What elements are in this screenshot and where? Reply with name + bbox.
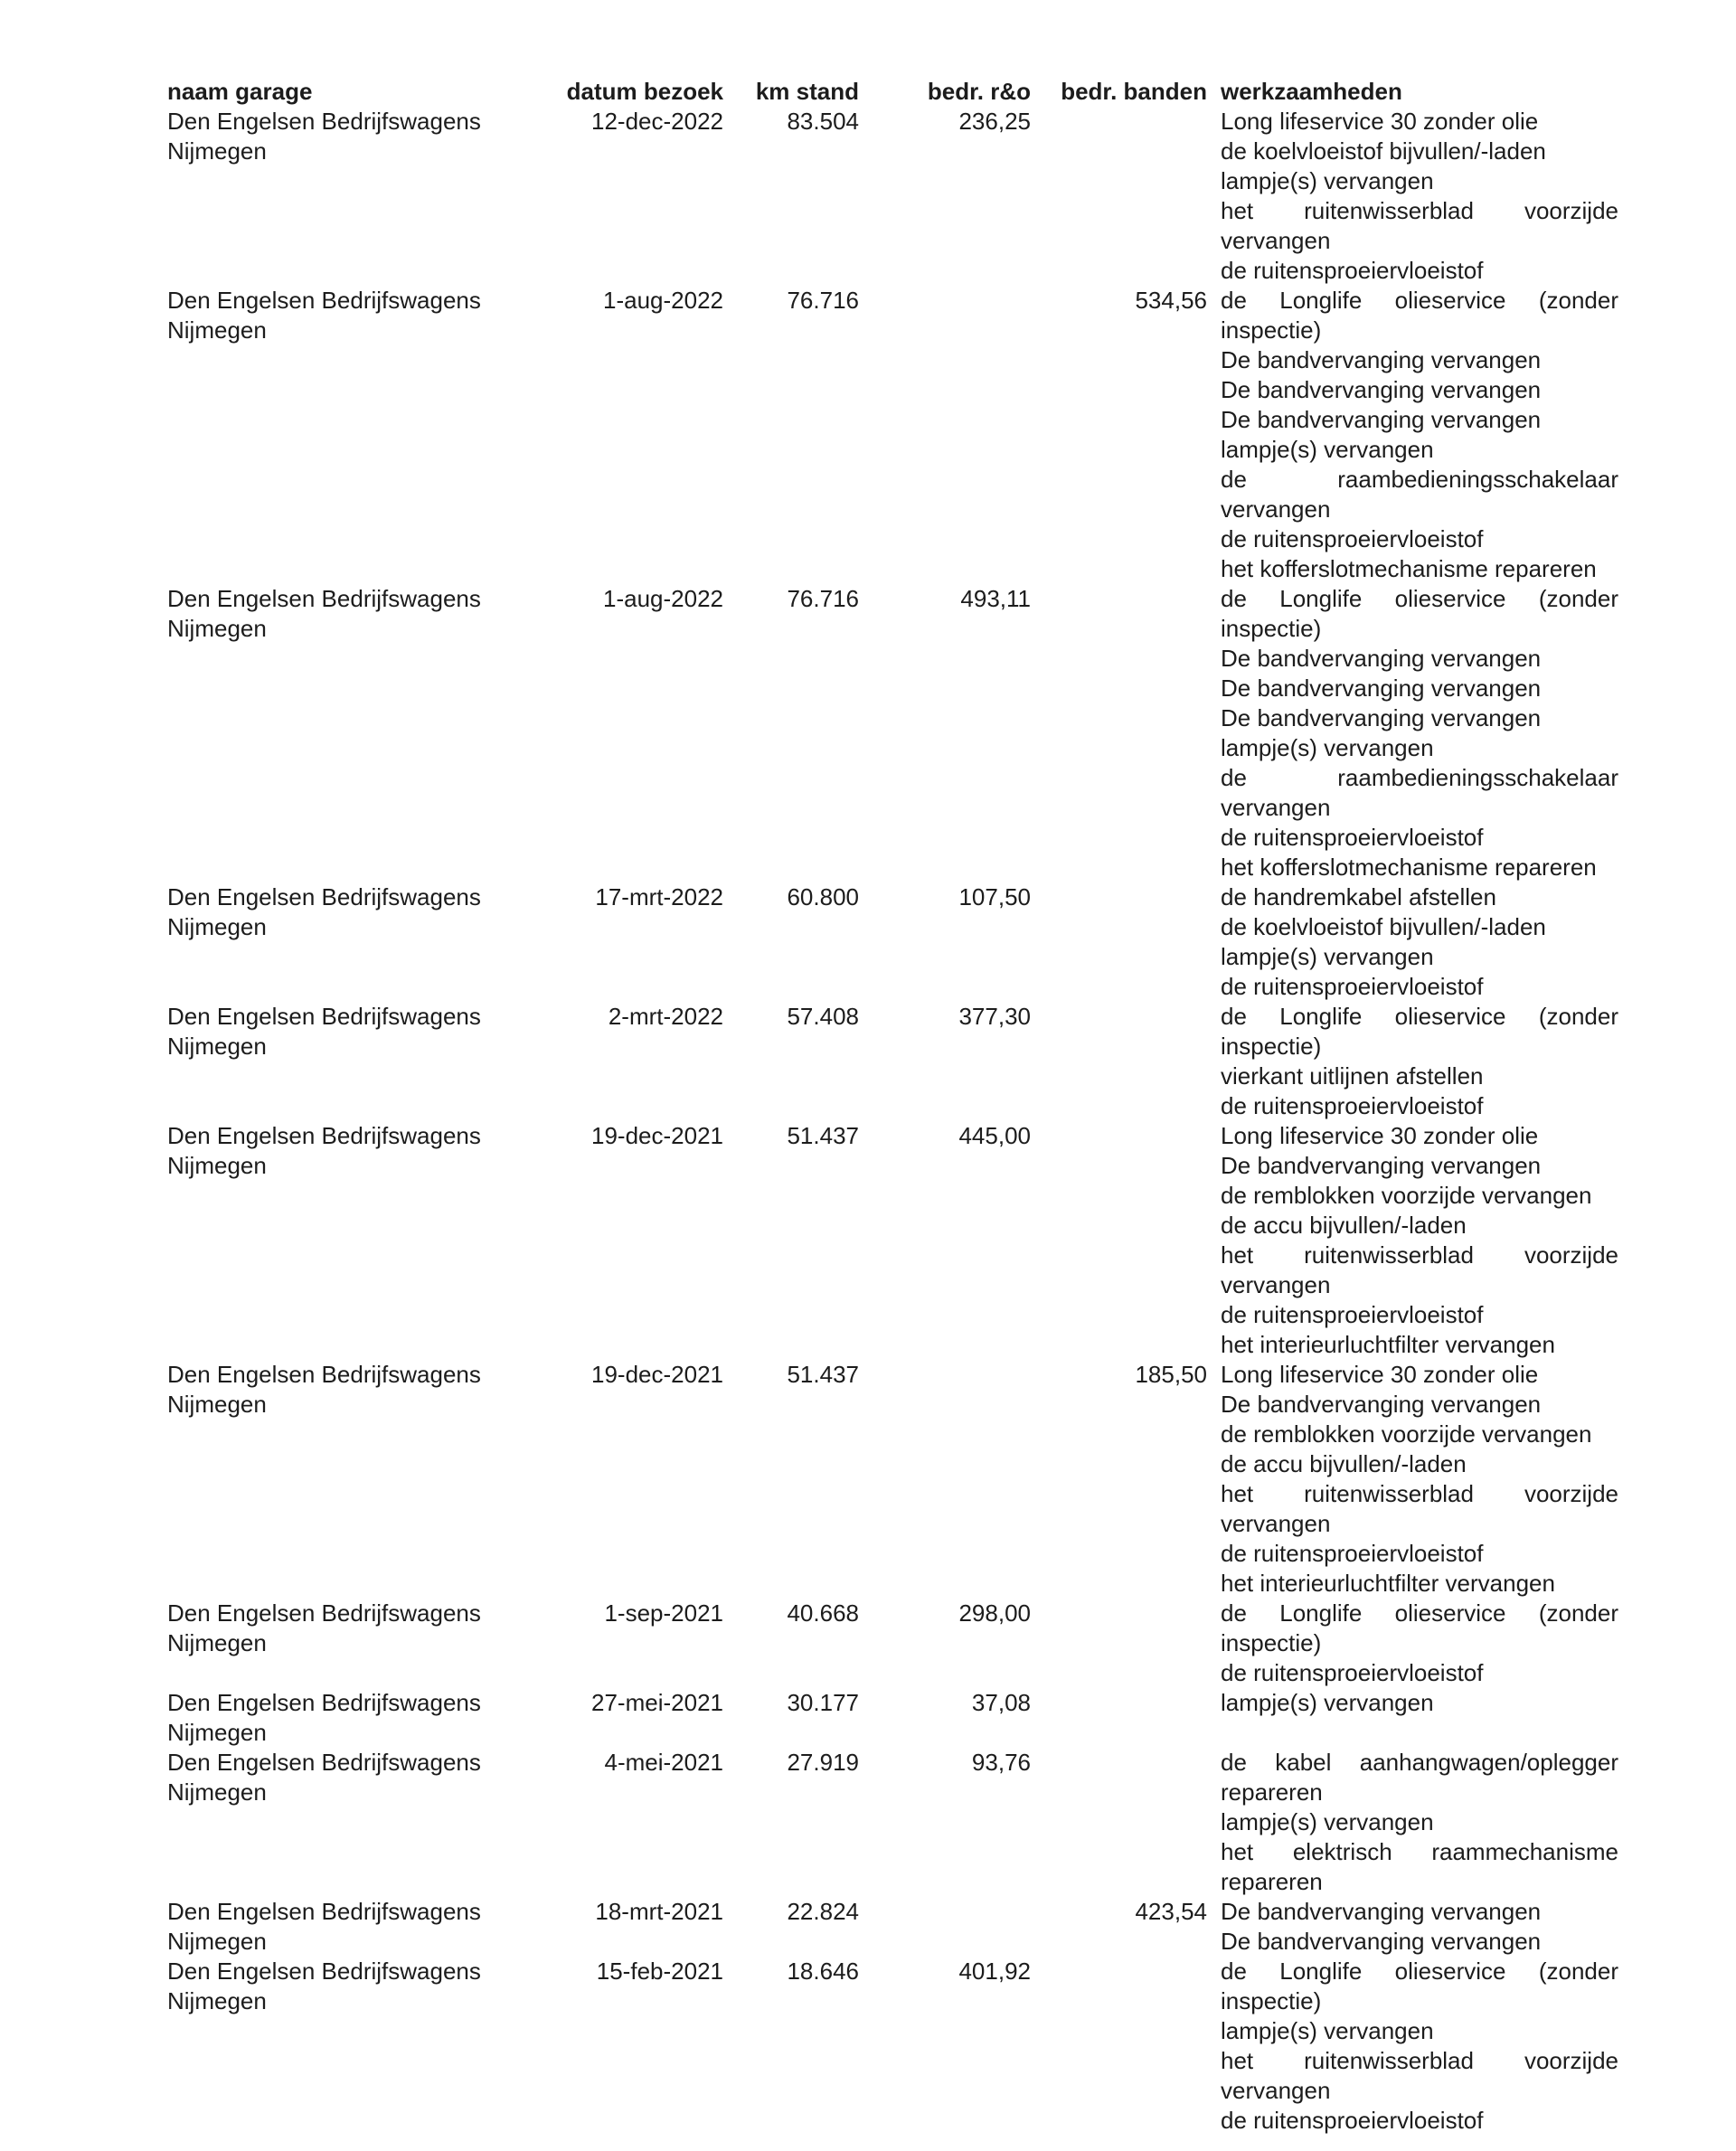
amount-repair-maintenance (859, 1897, 1031, 1898)
table-row (167, 1360, 1623, 1599)
km-reading: 57.408 (787, 1003, 859, 1030)
work-item: lampje(s) vervangen (1221, 436, 1434, 463)
work-item: de remblokken voorzijde vervangen (1221, 1420, 1592, 1448)
table-header-row (167, 77, 1623, 107)
table-row (167, 1688, 1623, 1748)
work-items (1207, 1360, 1618, 1599)
work-item: de kabel aanhangwagen/oplegger repareren (1221, 1749, 1618, 1806)
work-item: de ruitensproeiervloeistof (1221, 824, 1484, 851)
amount-repair-maintenance: 493,11 (960, 585, 1031, 612)
table-row (167, 1957, 1623, 2136)
work-item: het kofferslotmechanisme repareren (1221, 854, 1597, 881)
km-reading: 40.668 (787, 1599, 859, 1627)
visit-date: 19-dec-2021 (591, 1122, 723, 1149)
work-items (1207, 1599, 1618, 1688)
work-item: de Longlife olieservice (zonder inspectie) (1221, 1003, 1618, 1060)
amount-tires (1031, 882, 1207, 883)
visit-date: 17-mrt-2022 (595, 883, 723, 910)
work-item: het ruitenwisserblad voorzijde vervangen (1221, 2047, 1618, 2104)
work-items (1207, 584, 1618, 882)
work-item: de ruitensproeiervloeistof (1221, 1659, 1484, 1686)
amount-repair-maintenance (859, 286, 1031, 287)
work-item: De bandvervanging vervangen (1221, 376, 1542, 403)
km-reading: 83.504 (787, 108, 859, 135)
amount-repair-maintenance: 401,92 (958, 1958, 1031, 1985)
garage-name: Den Engelsen Bedrijfswagens Nijmegen (167, 1898, 481, 1955)
work-item: het interieurluchtfilter vervangen (1221, 1331, 1555, 1358)
work-item: Long lifeservice 30 zonder olie (1221, 1361, 1539, 1388)
work-item: lampje(s) vervangen (1221, 1808, 1434, 1835)
amount-repair-maintenance (859, 1360, 1031, 1361)
work-items (1207, 1688, 1618, 1718)
work-item: het elektrisch raammechanisme repareren (1221, 1838, 1618, 1895)
amount-tires (1031, 1121, 1207, 1122)
work-item: De bandvervanging vervangen (1221, 1898, 1542, 1925)
work-item: lampje(s) vervangen (1221, 167, 1434, 194)
table-row (167, 1897, 1623, 1957)
work-items (1207, 107, 1618, 286)
garage-name: Den Engelsen Bedrijfswagens Nijmegen (167, 1599, 481, 1656)
work-item: de ruitensproeiervloeistof (1221, 2107, 1484, 2134)
work-item: het ruitenwisserblad voorzijde vervangen (1221, 197, 1618, 254)
work-item: De bandvervanging vervangen (1221, 1391, 1542, 1418)
garage-name: Den Engelsen Bedrijfswagens Nijmegen (167, 1003, 481, 1060)
work-item: de accu bijvullen/-laden (1221, 1212, 1467, 1239)
visit-date: 12-dec-2022 (591, 108, 723, 135)
column-header-datum-bezoek: datum bezoek (566, 78, 723, 105)
garage-name: Den Engelsen Bedrijfswagens Nijmegen (167, 1689, 481, 1746)
work-item: De bandvervanging vervangen (1221, 1152, 1542, 1179)
visit-date: 1-sep-2021 (604, 1599, 723, 1627)
work-item: De bandvervanging vervangen (1221, 675, 1542, 702)
work-item: lampje(s) vervangen (1221, 734, 1434, 761)
work-item: De bandvervanging vervangen (1221, 406, 1542, 433)
amount-tires: 185,50 (1135, 1361, 1207, 1388)
visit-date: 1-aug-2022 (603, 287, 723, 314)
visit-date: 15-feb-2021 (596, 1958, 723, 1985)
work-item: De bandvervanging vervangen (1221, 645, 1542, 672)
table-row (167, 584, 1623, 882)
column-header-werkzaamheden: werkzaamheden (1221, 78, 1402, 105)
work-item: de Longlife olieservice (zonder inspectie) (1221, 1958, 1618, 2014)
amount-tires: 534,56 (1135, 287, 1207, 314)
amount-tires (1031, 584, 1207, 585)
garage-name: Den Engelsen Bedrijfswagens Nijmegen (167, 1958, 481, 2014)
table-row (167, 1748, 1623, 1897)
work-item: de Longlife olieservice (zonder inspectie) (1221, 585, 1618, 642)
work-item: Long lifeservice 30 zonder olie (1221, 108, 1539, 135)
garage-name: Den Engelsen Bedrijfswagens Nijmegen (167, 287, 481, 344)
work-item: het ruitenwisserblad voorzijde vervangen (1221, 1241, 1618, 1298)
km-reading: 18.646 (787, 1958, 859, 1985)
km-reading: 30.177 (787, 1689, 859, 1716)
visit-date: 2-mrt-2022 (608, 1003, 723, 1030)
work-item: de koelvloeistof bijvullen/-laden (1221, 913, 1546, 940)
work-item: de remblokken voorzijde vervangen (1221, 1182, 1592, 1209)
work-item: de Longlife olieservice (zonder inspectie) (1221, 287, 1618, 344)
work-item: de koelvloeistof bijvullen/-laden (1221, 137, 1546, 165)
amount-repair-maintenance: 445,00 (958, 1122, 1031, 1149)
amount-tires (1031, 1002, 1207, 1003)
km-reading: 60.800 (787, 883, 859, 910)
column-header-bedr-ro: bedr. r&o (927, 78, 1031, 105)
amount-repair-maintenance: 93,76 (971, 1749, 1031, 1776)
work-item: het kofferslotmechanisme repareren (1221, 555, 1597, 582)
work-item: de ruitensproeiervloeistof (1221, 257, 1484, 284)
work-item: de handremkabel afstellen (1221, 883, 1496, 910)
work-item: de ruitensproeiervloeistof (1221, 1540, 1484, 1567)
work-items (1207, 1897, 1618, 1957)
work-item: De bandvervanging vervangen (1221, 1928, 1542, 1955)
garage-name: Den Engelsen Bedrijfswagens Nijmegen (167, 1749, 481, 1806)
work-item: de Longlife olieservice (zonder inspectie) (1221, 1599, 1618, 1656)
work-item: de raambedieningsschakelaar vervangen (1221, 466, 1618, 523)
visit-date: 19-dec-2021 (591, 1361, 723, 1388)
km-reading: 76.716 (787, 585, 859, 612)
work-items (1207, 1002, 1618, 1121)
work-item: de accu bijvullen/-laden (1221, 1450, 1467, 1477)
work-item: het ruitenwisserblad voorzijde vervangen (1221, 1480, 1618, 1537)
amount-repair-maintenance: 236,25 (958, 108, 1031, 135)
amount-tires (1031, 1688, 1207, 1689)
amount-repair-maintenance: 377,30 (958, 1003, 1031, 1030)
work-items (1207, 882, 1618, 1002)
table-row (167, 882, 1623, 1002)
garage-name: Den Engelsen Bedrijfswagens Nijmegen (167, 883, 481, 940)
table-row (167, 286, 1623, 584)
work-items (1207, 1121, 1618, 1360)
garage-name: Den Engelsen Bedrijfswagens Nijmegen (167, 585, 481, 642)
work-item: vierkant uitlijnen afstellen (1221, 1062, 1484, 1090)
amount-tires (1031, 1748, 1207, 1749)
work-item: lampje(s) vervangen (1221, 943, 1434, 970)
work-item: De bandvervanging vervangen (1221, 346, 1542, 373)
garage-name: Den Engelsen Bedrijfswagens Nijmegen (167, 1361, 481, 1418)
amount-tires: 423,54 (1135, 1898, 1207, 1925)
work-items (1207, 1957, 1618, 2136)
table-body (167, 107, 1623, 2136)
visit-date: 1-aug-2022 (603, 585, 723, 612)
work-item: het interieurluchtfilter vervangen (1221, 1570, 1555, 1597)
column-header-bedr-banden: bedr. banden (1061, 78, 1207, 105)
work-items (1207, 1748, 1618, 1897)
visit-date: 18-mrt-2021 (595, 1898, 723, 1925)
amount-repair-maintenance: 107,50 (958, 883, 1031, 910)
work-item: Long lifeservice 30 zonder olie (1221, 1122, 1539, 1149)
km-reading: 51.437 (787, 1122, 859, 1149)
work-items (1207, 286, 1618, 584)
garage-name: Den Engelsen Bedrijfswagens Nijmegen (167, 108, 481, 165)
work-item: de ruitensproeiervloeistof (1221, 1092, 1484, 1119)
table-row (167, 107, 1623, 286)
km-reading: 76.716 (787, 287, 859, 314)
visit-date: 4-mei-2021 (604, 1749, 723, 1776)
km-reading: 51.437 (787, 1361, 859, 1388)
work-item: de ruitensproeiervloeistof (1221, 973, 1484, 1000)
work-item: lampje(s) vervangen (1221, 2017, 1434, 2044)
work-item: de ruitensproeiervloeistof (1221, 525, 1484, 552)
amount-tires (1031, 107, 1207, 108)
amount-repair-maintenance: 37,08 (971, 1689, 1031, 1716)
work-item: de ruitensproeiervloeistof (1221, 1301, 1484, 1328)
work-item: lampje(s) vervangen (1221, 1689, 1434, 1716)
column-header-km-stand: km stand (755, 78, 859, 105)
work-item: de raambedieningsschakelaar vervangen (1221, 764, 1618, 821)
maintenance-history-report (167, 77, 1623, 2136)
visit-date: 27-mei-2021 (591, 1689, 723, 1716)
amount-tires (1031, 1957, 1207, 1958)
amount-repair-maintenance: 298,00 (958, 1599, 1031, 1627)
km-reading: 22.824 (787, 1898, 859, 1925)
table-row (167, 1599, 1623, 1688)
work-item: De bandvervanging vervangen (1221, 704, 1542, 731)
table-row (167, 1002, 1623, 1121)
column-header-naam-garage: naam garage (167, 78, 313, 105)
table-row (167, 1121, 1623, 1360)
garage-name: Den Engelsen Bedrijfswagens Nijmegen (167, 1122, 481, 1179)
km-reading: 27.919 (787, 1749, 859, 1776)
